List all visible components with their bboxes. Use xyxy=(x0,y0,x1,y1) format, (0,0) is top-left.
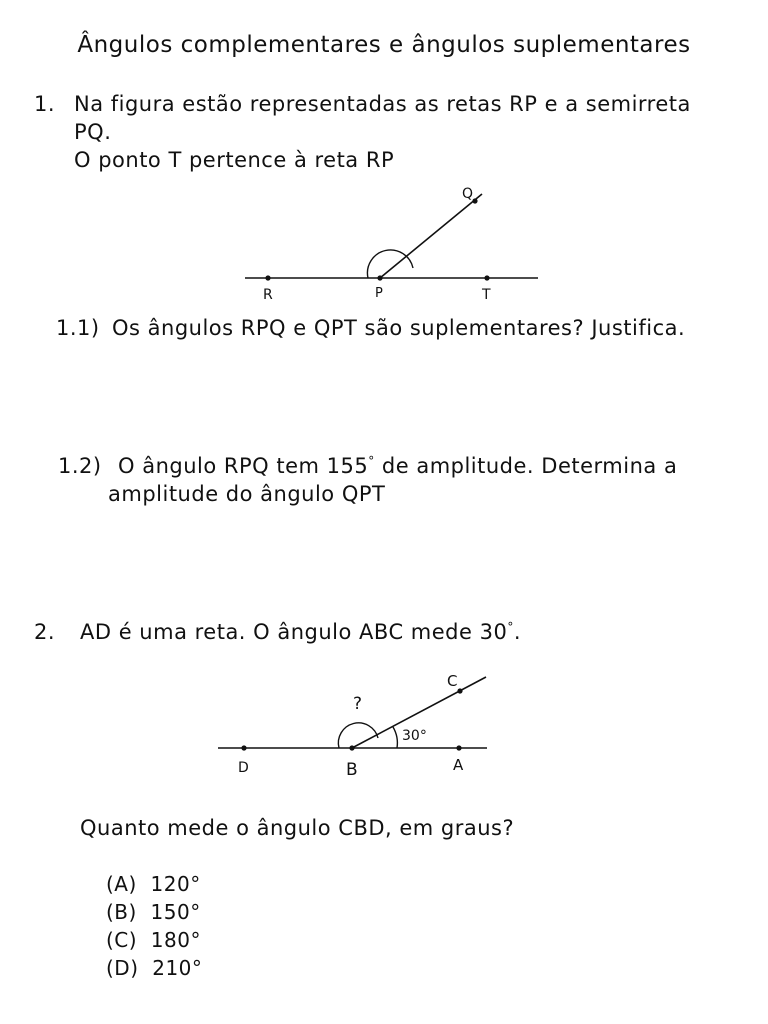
option-letter: (B) xyxy=(106,900,137,924)
degree-symbol: ° xyxy=(507,620,514,634)
question-2-number: 2. xyxy=(34,620,56,644)
page-title: Ângulos complementares e ângulos suplementares xyxy=(77,32,691,58)
option-letter: (C) xyxy=(106,928,138,952)
question-1-2-number: 1.2) xyxy=(58,454,102,478)
label-angle-30: 30° xyxy=(402,728,427,744)
label-d: D xyxy=(238,760,249,776)
point-d xyxy=(241,745,246,750)
option-c[interactable] xyxy=(106,928,201,952)
option-b[interactable] xyxy=(106,900,201,924)
question-1-1-number: 1.1) xyxy=(56,316,100,340)
label-r: R xyxy=(263,287,273,303)
label-p: P xyxy=(375,286,383,301)
label-t: T xyxy=(482,287,491,303)
question-1-2-text-line2: amplitude do ângulo QPT xyxy=(108,482,386,506)
label-c: C xyxy=(447,672,458,690)
option-value: 180° xyxy=(150,928,201,952)
point-c xyxy=(457,688,462,693)
point-a xyxy=(456,745,461,750)
option-value: 120° xyxy=(150,872,201,896)
label-a: A xyxy=(453,756,464,774)
question-1-1-text: Os ângulos RPQ e QPT são suplementares? Justifica. xyxy=(112,316,686,340)
option-letter: (A) xyxy=(106,872,137,896)
question-1-number: 1. xyxy=(34,92,56,116)
question-1-2-text-b: de amplitude. Determina a xyxy=(374,454,678,478)
point-b xyxy=(349,745,354,750)
question-1-2-text-a: O ângulo RPQ tem 155 xyxy=(118,454,369,478)
question-1-text-line2: PQ. xyxy=(74,120,112,144)
label-unknown-angle: ? xyxy=(353,694,363,714)
label-q: Q xyxy=(462,186,474,202)
option-a[interactable] xyxy=(106,872,201,896)
question-1-text-line1: Na figura estão representadas as retas RP e a semirreta xyxy=(74,92,691,116)
degree-symbol: ° xyxy=(368,454,375,468)
option-value: 210° xyxy=(152,956,203,980)
question-2-text-a: AD é uma reta. O ângulo ABC mede 30 xyxy=(80,620,508,644)
question-2-prompt: Quanto mede o ângulo CBD, em graus? xyxy=(80,816,515,840)
label-b: B xyxy=(346,760,358,780)
option-value: 150° xyxy=(150,900,201,924)
question-1-text-line3: O ponto T pertence à reta RP xyxy=(74,148,395,172)
question-2-text-b: . xyxy=(513,620,521,644)
angle-arc-abc xyxy=(393,727,397,748)
option-d[interactable] xyxy=(106,956,202,980)
option-letter: (D) xyxy=(106,956,139,980)
